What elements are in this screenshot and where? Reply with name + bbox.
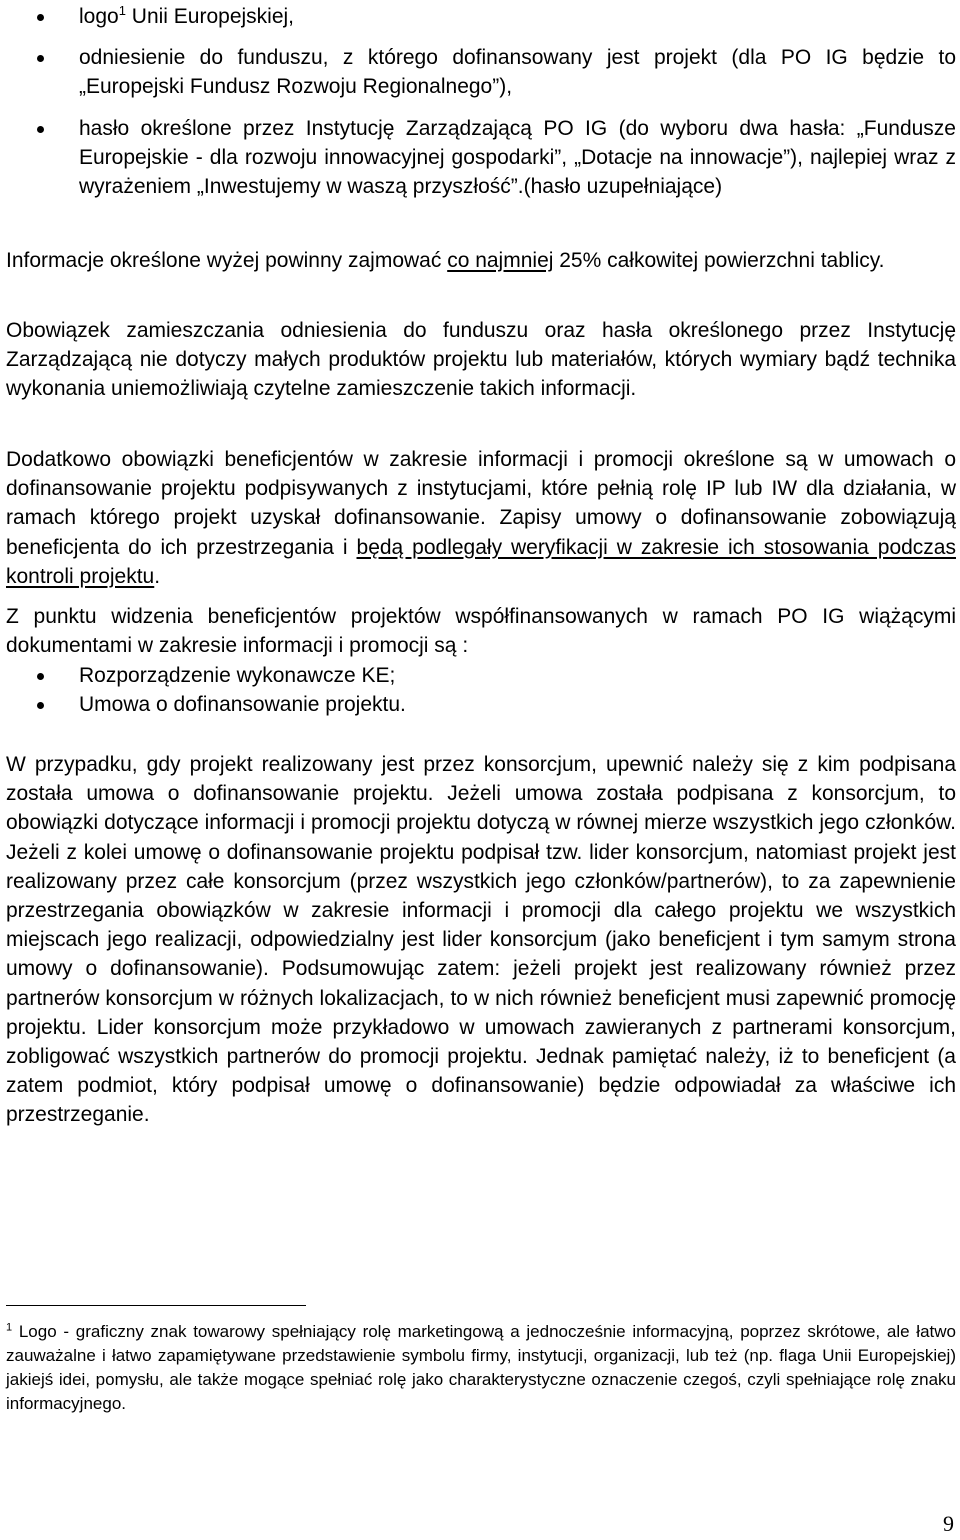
list-item xyxy=(6,2,956,31)
footnote-separator xyxy=(6,1305,306,1306)
list-item-text: Rozporządzenie wykonawcze KE; xyxy=(79,664,396,687)
bullet-icon xyxy=(37,702,44,709)
footnote-text xyxy=(6,1320,956,1416)
paragraph-text: Dodatkowo obowiązki beneficjentów w zakresie informacji i promocji określone są w umowach o dofinansowanie projektu podpisywanych z instytucjami, które pełnią rolę IP lub IW dla działania, w ramach którego projekt uzyskał dofinansowanie. Zapisy umowy o dofinansowanie zobowiązują beneficjenta do ich przestrzegania i xyxy=(6,448,956,559)
bullet-icon xyxy=(37,126,44,133)
bullet-list-top xyxy=(6,2,956,201)
list-item-text: hasło określone przez Instytucję Zarządzającą PO IG (do wyboru dwa hasła: „Fundusze Europejskie - dla rozwoju innowacyjnej gospodarki”, „Dotacje na innowacje”), najlepiej wraz z wyrażeniem „Inwestujemy w waszą przyszłość”.(hasło uzupełniające) xyxy=(79,116,956,199)
list-item-text: odniesienie do funduszu, z którego dofinansowany jest projekt (dla PO IG będzie to „Europejski Fundusz Rozwoju Regionalnego”), xyxy=(79,46,956,99)
list-item xyxy=(6,43,956,101)
paragraph-dodatkowo xyxy=(6,445,956,591)
paragraph-text: . xyxy=(154,564,161,588)
paragraph-konsorcjum: W przypadku, gdy projekt realizowany jest przez konsorcjum, upewnić należy się z kim podpisana została umowa o dofinansowanie projektu. Jeżeli umowa została podpisana z konsorcjum, to obowiązki dotyczące informacji i promocji projektu dotyczą w równej mierze wszystkich jego członków. Jeżeli z kolei umowę o dofinansowanie projektu podpisał tzw. lider konsorcjum, natomiast projekt jest realizowany przez całe konsorcjum (przez wszystkich jego członków/partnerów), to za zapewnienie przestrzegania obowiązków w zakresie informacji i promocji dla całego projektu we wszystkich miejscach jego realizacji, odpowiedzialny jest lider konsorcjum (jako beneficjent i tym samym strona umowy o dofinansowanie). Podsumowując zatem: jeżeli projekt jest realizowany również przez partnerów konsorcjum w różnych lokalizacjach, to w nich również beneficjent musi zapewnić promocję projektu. Lider konsorcjum może przykładowo w umowach zawieranych z partnerami konsorcjum, zobligować wszystkich partnerów do promocji projektu. Jednak pamiętać należy, iż to beneficjent (a zatem podmiot, który podpisał umowę o dofinansowanie) będzie odpowiadał za właściwe ich przestrzeganie. xyxy=(6,753,956,1127)
footnote-mark: 1 xyxy=(6,1321,13,1334)
list-item-text: Unii Europejskiej, xyxy=(125,5,295,28)
list-item-text: Umowa o dofinansowanie projektu. xyxy=(79,693,406,717)
paragraph-text: 25% całkowitej powierzchni tablicy. xyxy=(553,249,885,272)
paragraph-punkt: Z punktu widzenia beneficjentów projektów współfinansowanych w ramach PO IG wiążącymi dokumentami w zakresie informacji i promocji są : xyxy=(6,605,956,658)
footnote-ref: 1 xyxy=(118,3,126,18)
footnote-body: Logo - graficzny znak towarowy spełniający rolę marketingową a jednocześnie informacyjną, poprzez skrótowe, ale łatwo zauważalne i łatwo zapamiętywane przedstawienie symbolu firmy, instytucji, organizacji, lub też (np. flaga Unii Europejskiej) jakiejś idei, pomysłu, ale także mogące spełniać rolę jako charakterystyczne oznaczenie czegoś, czyli spełniające rolę znaku informacyjnego. xyxy=(6,1322,956,1413)
list-item xyxy=(6,690,956,719)
paragraph-info xyxy=(6,246,956,275)
list-item xyxy=(6,114,956,202)
paragraph-text: Informacje określone wyżej powinny zajmować xyxy=(6,249,448,272)
paragraph-obowiazek: Obowiązek zamieszczania odniesienia do funduszu oraz hasła określonego przez Instytucję Zarządzającą nie dotyczy małych produktów projektu lub materiałów, których wymiary bądź technika wykonania uniemożliwiają czytelne zamieszczenie takich informacji. xyxy=(6,319,956,401)
list-item-text: logo xyxy=(79,5,119,28)
list-item xyxy=(6,661,956,690)
underlined-text: co najmniej xyxy=(447,249,554,272)
bullet-icon xyxy=(37,55,44,62)
footnote xyxy=(6,1320,956,1416)
page-number: 9 xyxy=(943,1511,954,1536)
bullet-list-docs xyxy=(6,661,956,719)
bullet-icon xyxy=(37,14,44,21)
bullet-icon xyxy=(37,673,44,680)
underlined-text: będą podlegały weryfikacji w zakresie ich stosowania podczas kontroli projektu xyxy=(6,535,956,588)
